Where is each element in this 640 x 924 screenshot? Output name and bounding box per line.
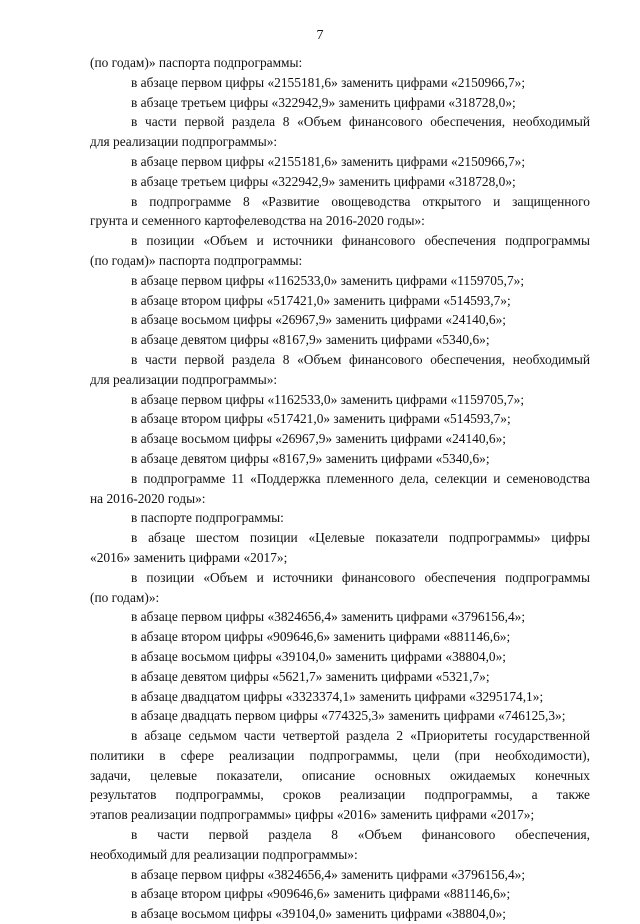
text-line: в части первой раздела 8 «Объем финансового обеспечения, необходимый — [131, 114, 590, 130]
text-line: в части первой раздела 8 «Объем финансового обеспечения, — [131, 827, 590, 843]
text-line: (по годам)» паспорта подпрограммы: — [90, 252, 303, 268]
text-line: в абзаце восьмом цифры «39104,0» заменить цифрами «38804,0»; — [131, 648, 507, 664]
text-line: в абзаце первом цифры «3824656,4» заменить цифрами «3796156,4»; — [131, 866, 526, 882]
text-line: в абзаце седьмом части четвертой раздела 2 «Приоритеты государственной — [131, 728, 590, 744]
text-line: в части первой раздела 8 «Объем финансового обеспечения, необходимый — [131, 351, 590, 367]
text-line: задачи, целевые показатели, описание основных ожидаемых конечных — [90, 767, 590, 783]
text-line: политики в сфере реализации подпрограммы, цели (при необходимости), — [90, 747, 590, 763]
text-line: (по годам)» паспорта подпрограммы: — [90, 55, 303, 70]
text-line: в абзаце третьем цифры «322942,9» заменить цифрами «318728,0»; — [131, 94, 516, 110]
text-line: в абзаце девятом цифры «8167,9» заменить цифрами «5340,6»; — [131, 332, 490, 348]
text-line: (по годам)»: — [90, 589, 160, 605]
text-line: в абзаце первом цифры «1162533,0» заменить цифрами «1159705,7»; — [131, 391, 525, 407]
text-line: в абзаце шестом позиции «Целевые показатели подпрограммы» цифры — [131, 530, 590, 546]
text-line: в абзаце двадцать первом цифры «774325,3» заменить цифрами «746125,3»; — [131, 708, 566, 724]
text-line: в паспорте подпрограммы: — [131, 510, 284, 526]
text-line: результатов подпрограммы, сроков реализации подпрограммы, а также — [90, 787, 590, 803]
text-line: в абзаце первом цифры «3824656,4» заменить цифрами «3796156,4»; — [131, 609, 526, 625]
page-number: 7 — [316, 28, 324, 43]
text-line: в абзаце первом цифры «2155181,6» заменить цифрами «2150966,7»; — [131, 74, 526, 90]
text-line: в абзаце восьмом цифры «39104,0» заменить цифрами «38804,0»; — [131, 906, 507, 922]
document-body — [90, 53, 590, 924]
text-line: в абзаце двадцатом цифры «3323374,1» заменить цифрами «3295174,1»; — [131, 688, 544, 704]
text-line: в подпрограмме 8 «Развитие овощеводства открытого и защищенного — [131, 193, 590, 209]
text-line: этапов реализации подпрограммы» цифры «2016» заменить цифрами «2017»; — [90, 807, 535, 823]
text-line: в абзаце втором цифры «909646,6» заменить цифрами «881146,6»; — [131, 886, 511, 902]
text-line: в абзаце первом цифры «2155181,6» заменить цифрами «2150966,7»; — [131, 153, 526, 169]
text-line: в абзаце первом цифры «1162533,0» заменить цифрами «1159705,7»; — [131, 272, 525, 288]
text-line: «2016» заменить цифрами «2017»; — [90, 549, 288, 565]
text-line: в абзаце восьмом цифры «26967,9» заменить цифрами «24140,6»; — [131, 312, 507, 328]
text-line: в абзаце третьем цифры «322942,9» заменить цифрами «318728,0»; — [131, 173, 516, 189]
text-line: в абзаце восьмом цифры «26967,9» заменить цифрами «24140,6»; — [131, 431, 507, 447]
text-line: для реализации подпрограммы»: — [90, 134, 278, 150]
text-line: в абзаце втором цифры «517421,0» заменить цифрами «514593,7»; — [131, 292, 511, 308]
text-line: в абзаце девятом цифры «5621,7» заменить цифрами «5321,7»; — [131, 668, 490, 684]
text-line: в подпрограмме 11 «Поддержка племенного дела, селекции и семеноводства — [131, 470, 590, 486]
text-line: для реализации подпрограммы»: — [90, 371, 278, 387]
text-line: на 2016-2020 годы»: — [90, 490, 206, 506]
text-line: в абзаце втором цифры «517421,0» заменить цифрами «514593,7»; — [131, 411, 511, 427]
text-line: необходимый для реализации подпрограммы»: — [90, 846, 358, 862]
text-line: в абзаце девятом цифры «8167,9» заменить цифрами «5340,6»; — [131, 450, 490, 466]
text-line: в позиции «Объем и источники финансового обеспечения подпрограммы — [131, 233, 590, 249]
text-line: в позиции «Объем и источники финансового обеспечения подпрограммы — [131, 569, 590, 585]
text-line: грунта и семенного картофелеводства на 2016-2020 годы»: — [90, 213, 425, 229]
text-line: в абзаце втором цифры «909646,6» заменить цифрами «881146,6»; — [131, 629, 511, 645]
